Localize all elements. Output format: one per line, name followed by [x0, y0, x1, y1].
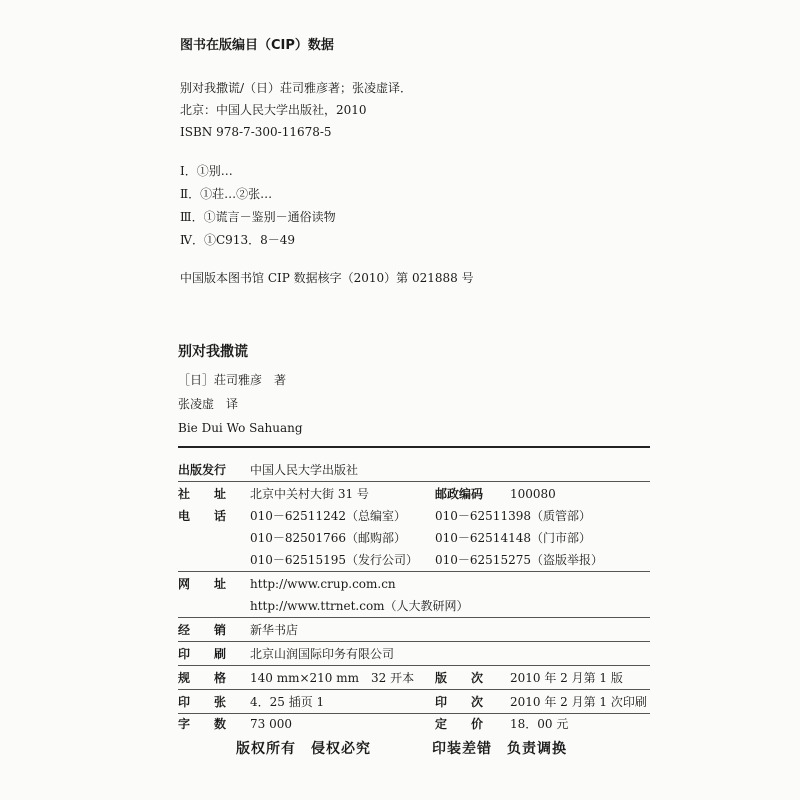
misprint-slogan: 印装差错 负责调换 — [432, 741, 567, 757]
cip-isbn: ISBN 978-7-300-11678-5 — [180, 125, 332, 139]
printer-value: 北京山润国际印务有限公司 — [250, 647, 395, 661]
website-label: 网 址 — [178, 577, 227, 591]
cip-entry-line1: 别对我撒谎/（日）荘司雅彦著；张凌虚译． — [180, 81, 413, 95]
divider — [178, 713, 650, 714]
book-pinyin-title: Bie Dui Wo Sahuang — [178, 421, 303, 435]
colophon-top-rule — [178, 446, 650, 448]
website-link[interactable]: http://www.crup.com.cn — [250, 577, 396, 591]
copyright-slogan: 版权所有 侵权必究 — [236, 741, 371, 757]
phone-value: 010－62511242（总编室） — [250, 509, 406, 523]
cip-subject: Ⅱ．①荘…②张… — [180, 187, 273, 201]
phone-label: 电 话 — [178, 509, 227, 523]
address-value: 北京中关村大街 31 号 — [250, 487, 369, 501]
phone-value: 010－62515195（发行公司） — [250, 553, 418, 567]
edition-label: 版 次 — [435, 671, 484, 685]
printing-label: 印 次 — [435, 695, 484, 709]
sheets-label: 印 张 — [178, 695, 227, 709]
printing-value: 2010 年 2 月第 1 次印刷 — [510, 695, 647, 709]
distributor-label: 经 销 — [178, 623, 227, 637]
divider — [178, 665, 650, 666]
cip-record-number: 中国版本图书馆 CIP 数据核字（2010）第 021888 号 — [180, 271, 474, 285]
word-count-label: 字 数 — [178, 717, 227, 731]
printer-label: 印 刷 — [178, 647, 227, 661]
spec-value: 140 mm×210 mm 32 开本 — [250, 671, 415, 685]
cip-subject: Ⅰ．①别… — [180, 164, 233, 178]
price-label: 定 价 — [435, 717, 484, 731]
phone-value: 010－62514148（门市部） — [435, 531, 591, 545]
cip-subject: Ⅳ．①C913．8－49 — [180, 233, 295, 247]
postcode-value: 100080 — [510, 487, 556, 501]
distributor-value: 新华书店 — [250, 623, 299, 637]
divider — [178, 571, 650, 572]
phone-value: 010－62515275（盗版举报） — [435, 553, 603, 567]
sheets-value: 4．25 插页 1 — [250, 695, 325, 709]
price-value: 18．00 元 — [510, 717, 569, 731]
word-count-value: 73 000 — [250, 717, 292, 731]
divider — [178, 617, 650, 618]
book-translator: 张凌虚 译 — [178, 397, 239, 411]
edition-value: 2010 年 2 月第 1 版 — [510, 671, 623, 685]
address-label: 社 址 — [178, 487, 227, 501]
divider — [178, 689, 650, 690]
book-author: ［日］荘司雅彦 著 — [178, 373, 287, 387]
spec-label: 规 格 — [178, 671, 227, 685]
phone-value: 010－82501766（邮购部） — [250, 531, 406, 545]
postcode-label: 邮政编码 — [435, 487, 484, 501]
publisher-label: 出版发行 — [178, 463, 227, 477]
divider — [178, 481, 650, 482]
phone-value: 010－62511398（质管部） — [435, 509, 591, 523]
cip-subject: Ⅲ．①谎言－鉴别－通俗读物 — [180, 210, 336, 224]
divider — [178, 641, 650, 642]
book-title: 别对我撒谎 — [178, 344, 248, 360]
website-link[interactable]: http://www.ttrnet.com（人大教研网） — [250, 599, 469, 613]
cip-title: 图书在版编目（CIP）数据 — [180, 38, 334, 53]
cip-entry-line2: 北京：中国人民大学出版社，2010 — [180, 103, 367, 117]
publisher-value: 中国人民大学出版社 — [250, 463, 359, 477]
